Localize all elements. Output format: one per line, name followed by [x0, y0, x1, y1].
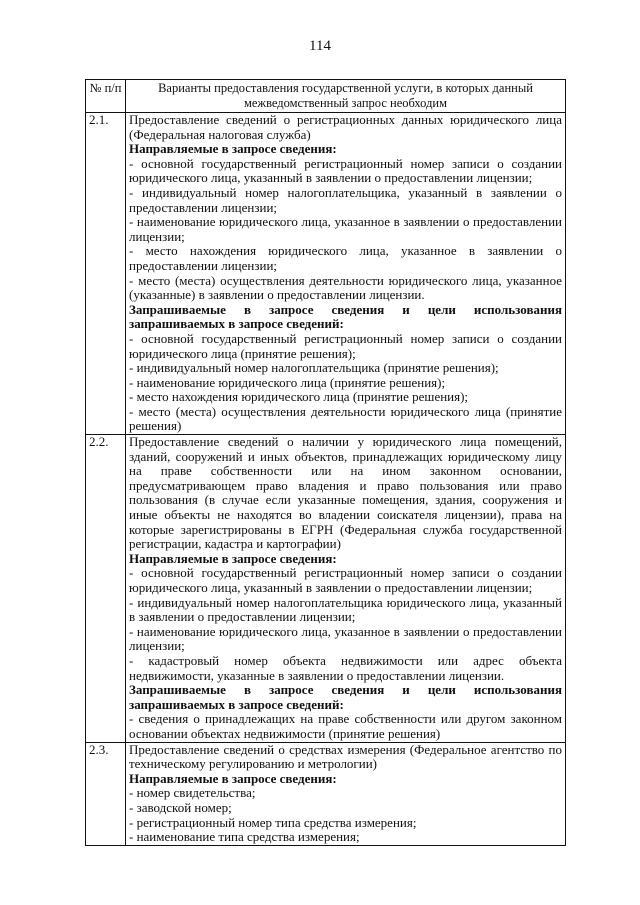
service-description: Предоставление сведений о средствах измерения (Федеральное агентство по техническому регулированию и метрологии): [129, 741, 562, 772]
row-number: 2.1.: [86, 113, 126, 435]
requested-info-heading: Запрашиваемые в запросе сведения и цели использования запрашиваемых в запросе сведений:: [129, 682, 562, 712]
table-header-row: [86, 80, 566, 113]
sent-info-item: - регистрационный номер типа средства измерения;: [129, 814, 417, 830]
sent-info-item: - основной государственный регистрационный номер записи о создании юридического лица, указанный в заявлении о предоставлении лицензии;: [129, 155, 562, 186]
row-content: [126, 435, 566, 742]
sent-info-item: - место (места) осуществления деятельности юридического лица, указанное (указанные) в заявлении о предоставлении лицензии.: [129, 272, 562, 303]
requested-info-item: - наименование юридического лица (принятие решения);: [129, 374, 446, 390]
sent-info-item: - индивидуальный номер налогоплательщика, указанный в заявлении о предоставлении лицензии;: [129, 184, 562, 215]
requested-info-item: - место нахождения юридического лица (принятие решения);: [129, 389, 469, 405]
row-number: 2.3.: [86, 742, 126, 845]
table-row: [86, 435, 566, 742]
requested-info-item: - индивидуальный номер налогоплательщика (принятие решения);: [129, 360, 499, 376]
requested-info-item: - место (места) осуществления деятельности юридического лица (принятие решения): [129, 403, 562, 434]
sent-info-item: - кадастровый номер объекта недвижимости или адрес объекта недвижимости, указанные в заявлении о предоставлении лицензии.: [129, 652, 562, 683]
row-content: [126, 113, 566, 435]
header-variants: Варианты предоставления государственной услуги, в которых данный межведомственный запрос необходим: [126, 80, 566, 113]
row-content: [126, 742, 566, 845]
interagency-requests-table: [85, 79, 566, 846]
sent-info-item: - основной государственный регистрационный номер записи о создании юридического лица, указанный в заявлении о предоставлении лицензии;: [129, 565, 562, 595]
sent-info-heading: Направляемые в запросе сведения:: [129, 141, 337, 157]
sent-info-item: - наименование типа средства измерения;: [129, 829, 360, 845]
header-num: № п/п: [86, 80, 126, 113]
service-description: Предоставление сведений о регистрационных данных юридического лица (Федеральная налоговая служба): [129, 112, 562, 142]
table-row: [86, 742, 566, 845]
sent-info-heading: Направляемые в запросе сведения:: [129, 770, 337, 786]
service-description: Предоставление сведений о наличии у юридического лица помещений, зданий, сооружений и иных объектов, принадлежащих юридическому лицу на праве собственности или на ином законном основании, предусматривающем право владения и право пользования или право пользования (в случае если указанные помещения, здания, сооружения и иные объекты не находятся во владении соискателя лицензии), права на которые зарегистрированы в ЕГРН (Федеральная служба государственной регистрации, кадастра и картографии): [129, 434, 562, 552]
requested-info-heading: Запрашиваемые в запросе сведения и цели использования запрашиваемых в запросе сведений:: [129, 301, 562, 332]
page-number: 114: [309, 38, 331, 54]
sent-info-item: - номер свидетельства;: [129, 785, 256, 801]
sent-info-item: - индивидуальный номер налогоплательщика юридического лица, указанный в заявлении о предоставлении лицензии;: [129, 594, 562, 625]
requested-info-item: - основной государственный регистрационный номер записи о создании юридического лица (принятие решения);: [129, 330, 562, 361]
sent-info-item: - место нахождения юридического лица, указанное в заявлении о предоставлении лицензии;: [129, 243, 562, 273]
sent-info-item: - наименование юридического лица, указанное в заявлении о предоставлении лицензии;: [129, 214, 562, 244]
row-number: 2.2.: [86, 435, 126, 742]
sent-info-item: - наименование юридического лица, указанное в заявлении о предоставлении лицензии;: [129, 623, 562, 654]
sent-info-heading: Направляемые в запросе сведения:: [129, 550, 337, 566]
sent-info-item: - заводской номер;: [129, 799, 232, 815]
table-row: [86, 113, 566, 435]
requested-info-item: - сведения о принадлежащих на праве собственности или другом законном основании объектах недвижимости (принятие решения): [129, 711, 562, 741]
